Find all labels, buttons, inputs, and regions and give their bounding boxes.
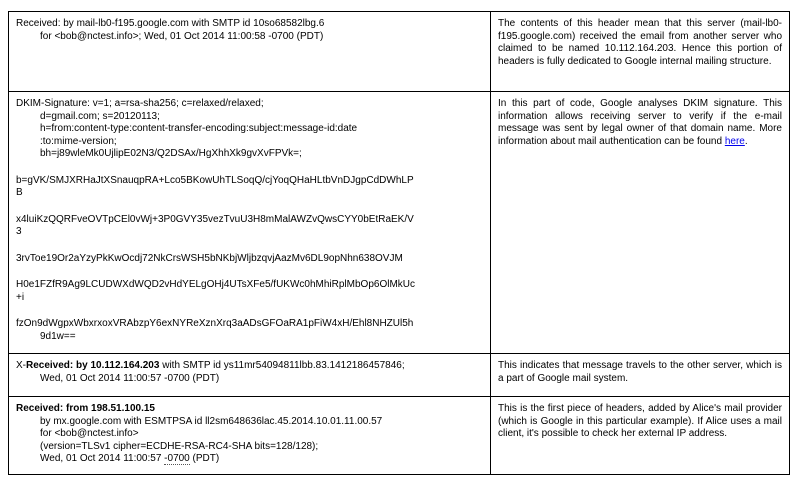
explanation-cell: This indicates that message travels to the other server, which is a part of Google mail system. [491, 354, 790, 397]
explanation-cell [491, 92, 790, 354]
header-line: (version=TLSv1 cipher=ECDHE-RSA-RC4-SHA bits=128/128); [40, 440, 319, 452]
header-line: for <bob@nctest.info>; Wed, 01 Oct 2014 11:00:58 -0700 (PDT) [40, 30, 324, 42]
header-line: Received: from 198.51.100.15 [16, 403, 155, 414]
header-prefix: X- [16, 360, 26, 371]
dkim-signature-line: +i [16, 291, 25, 303]
table-row [9, 12, 790, 92]
here-link[interactable]: here [724, 135, 745, 147]
header-line: :to:mime-version; [40, 135, 117, 147]
explanation-cell: The contents of this header mean that this server (mail-lb0-f195.google.com) received the email from another server who claimed to be named 10.112.164.203. Hence this portion of headers is fully dedicated to Google internal mailing structure. [491, 12, 790, 92]
header-text: -0700 [164, 453, 190, 464]
header-line [16, 453, 483, 466]
explanation-text: . [744, 135, 748, 147]
header-line: h=from:content-type:content-transfer-encoding:subject:message-id:date [40, 123, 358, 134]
dkim-signature-line: B [16, 187, 23, 198]
header-cell-received-from [9, 397, 491, 475]
explanation-text: In this part of code, Google analyses DKIM signature. This information allows receiving server to verify if the e-mail message was sent by legal owner of that domain name. More information about mail authentication can be found [498, 98, 782, 147]
explanation-cell: This is the first piece of headers, added by Alice's mail provider (which is Google in this particular example). If Alice uses a mail client, it's possible to check her external IP address. [491, 397, 790, 475]
header-line: by mx.google.com with ESMTPSA id ll2sm648636lac.45.2014.10.01.11.00.57 [40, 415, 383, 427]
dkim-signature-line: 9d1w== [40, 330, 76, 342]
dkim-signature-line: b=gVK/SMJXRHaJtXSnauqpRA+Lco5BKowUhTLSoqQ/cjYoqQHaHLtbVnDJgpCdDWhLP [16, 174, 414, 186]
table-row [9, 354, 790, 397]
header-line: Received: by mail-lb0-f195.google.com with SMTP id 10so68582lbg.6 [16, 18, 325, 29]
header-line [16, 360, 483, 373]
header-cell-x-received [9, 354, 491, 397]
header-line: for <bob@nctest.info> [40, 428, 139, 439]
header-bold: Received: by 10.112.164.203 [26, 360, 160, 371]
dkim-signature-line: 3rvToe19Or2aYzyPkKwOcdj72NkCrsWSH5bNKbjWljbzqvjAazMv6DL9opNhn638OVJM [16, 252, 403, 264]
table-row [9, 92, 790, 354]
dkim-signature-line: x4luiKzQQRFveOVTpCEl0vWj+3P0GVY35vezTvuU3H8mMalAWZvQwsCYY0bEtRaEK/V [16, 213, 414, 225]
header-line: bh=j89wleMk0UjlipE02N3/Q2DSAx/HgXhhXk9gvXvFPVk=; [40, 148, 302, 159]
dkim-signature-line: 3 [16, 226, 22, 237]
headers-table [8, 11, 790, 475]
header-line: d=gmail.com; s=20120113; [40, 110, 160, 122]
header-text: with SMTP id ys11mr54094811lbb.83.1412186457846; [159, 360, 405, 371]
header-line: DKIM-Signature: v=1; a=rsa-sha256; c=relaxed/relaxed; [16, 98, 264, 109]
header-cell-dkim [9, 92, 491, 354]
header-text: Wed, 01 Oct 2014 11:00:57 [40, 453, 165, 464]
header-text: (PDT) [189, 453, 220, 464]
dkim-signature-line: H0e1FZfR9Ag9LCUDWXdWQD2vHdYELgOHj4UTsXFe5/fUKWc0hMhiRplMbOp6OlMkUc [16, 279, 415, 290]
header-line: Wed, 01 Oct 2014 11:00:57 -0700 (PDT) [40, 372, 220, 384]
dkim-signature-line: fzOn9dWgpxWbxrxoxVRAbzpY6exNYReXznXrq3aADsGFOaRA1pFiW4xH/Ehl8NHZUl5h [16, 318, 414, 329]
header-cell-received-lb0 [9, 12, 491, 92]
table-row [9, 397, 790, 475]
